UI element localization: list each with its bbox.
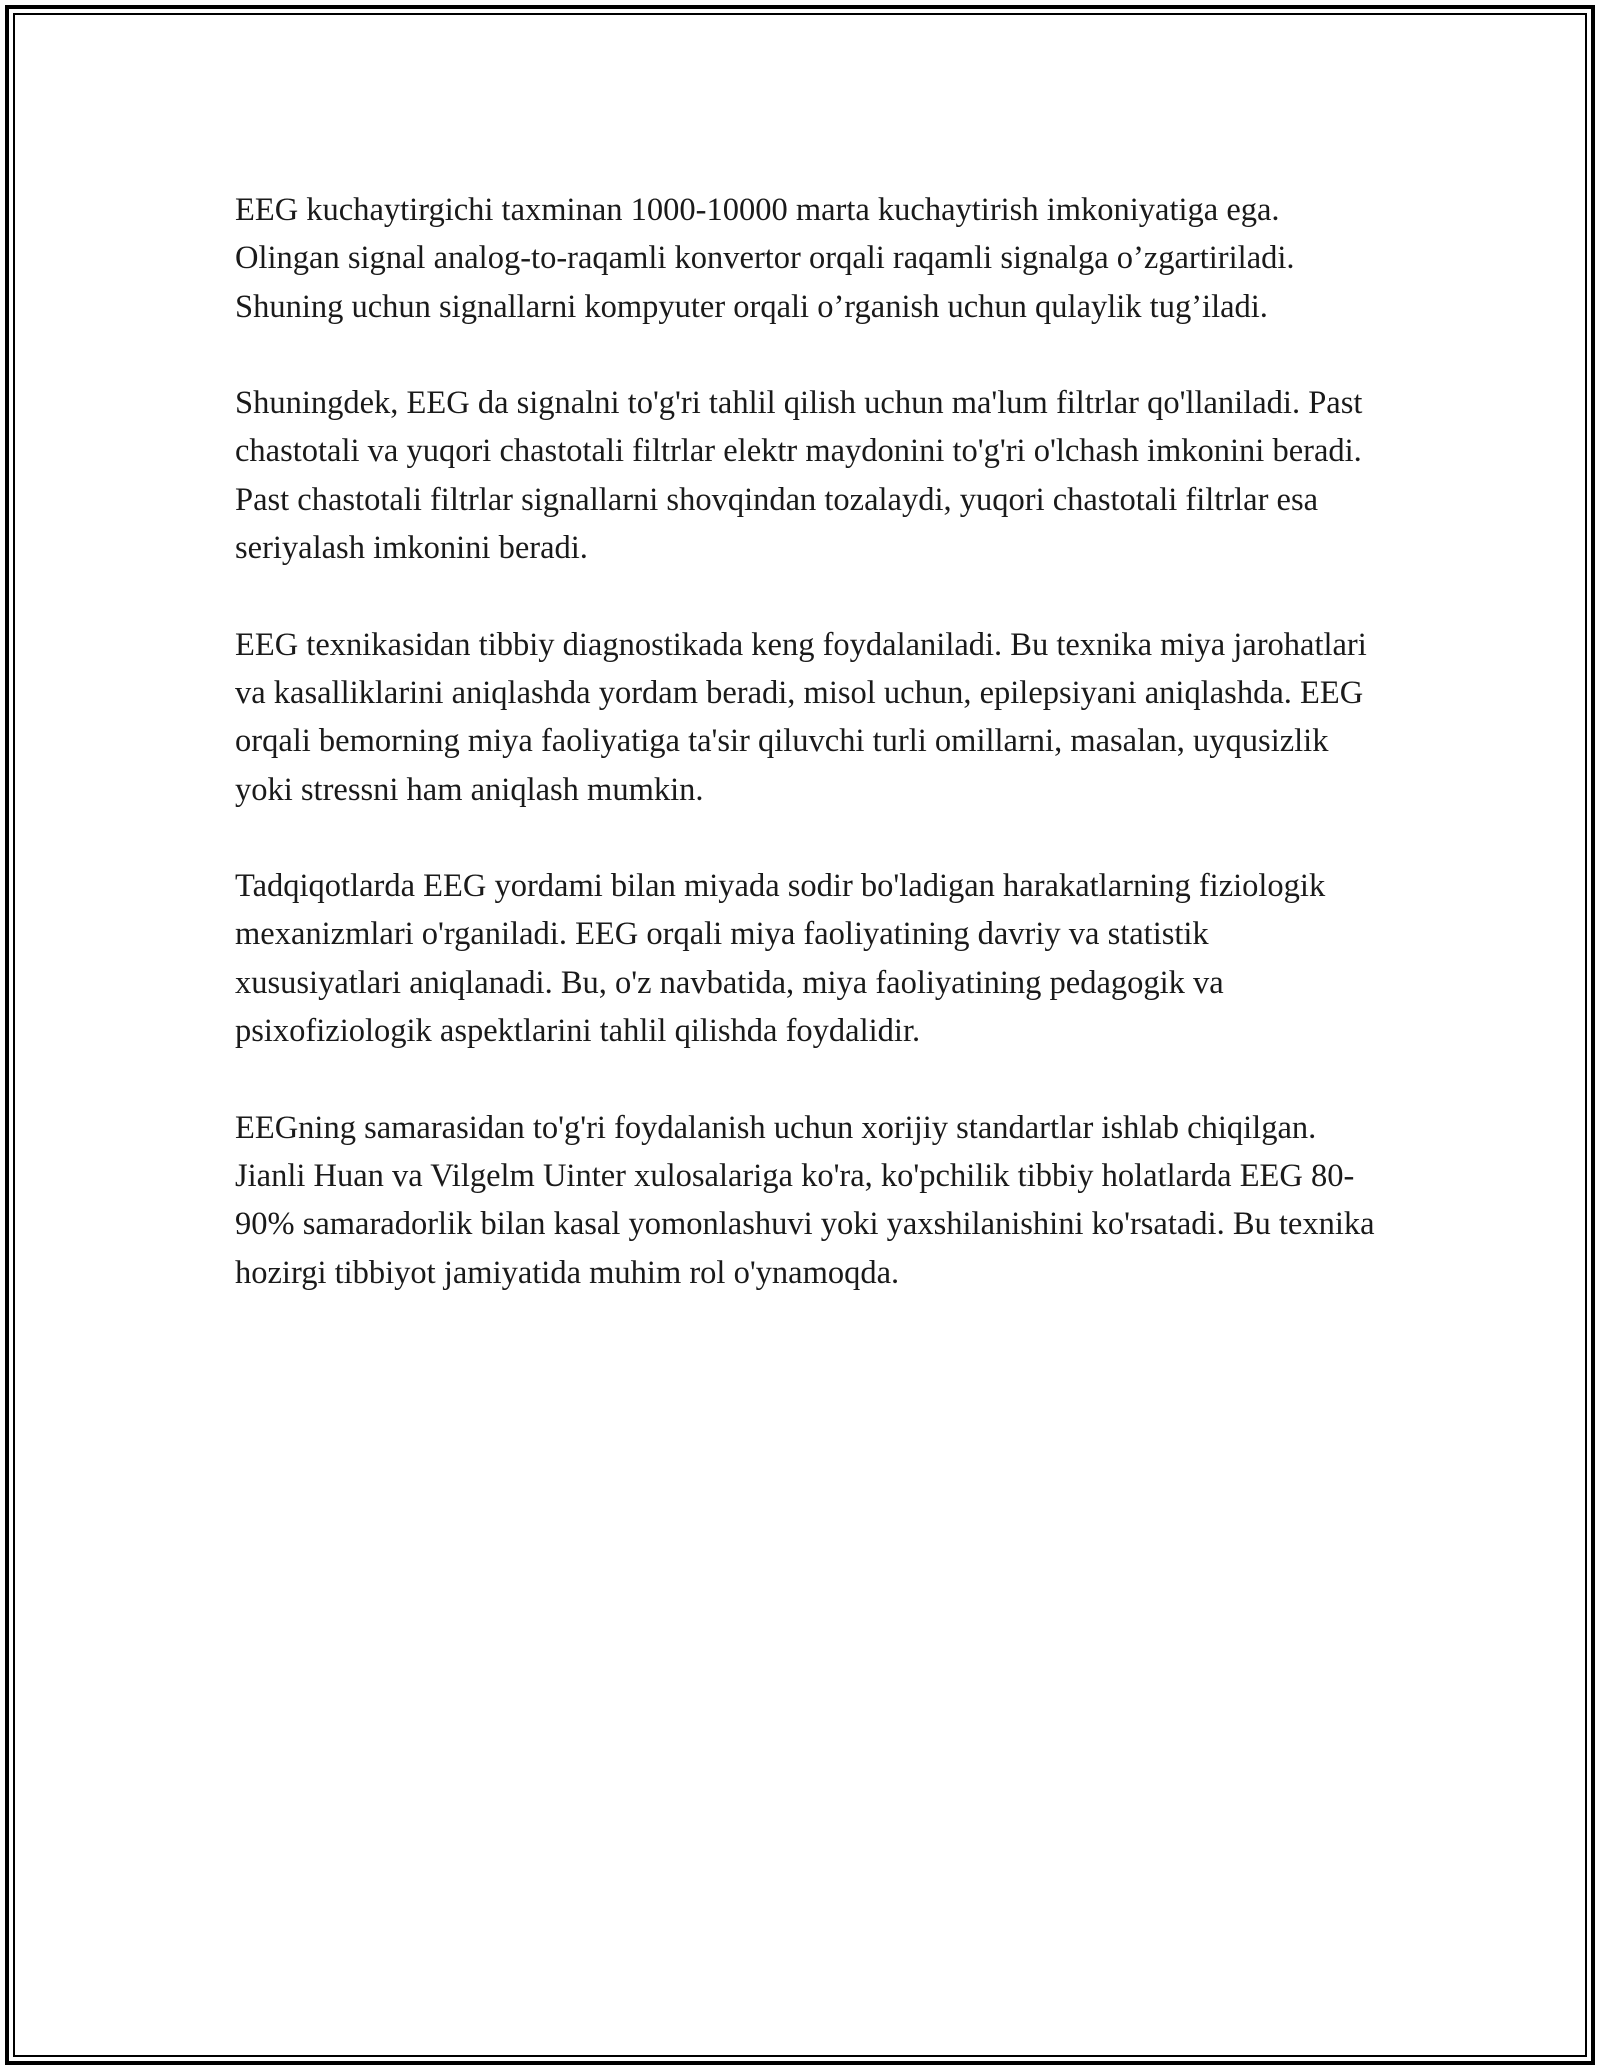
paragraph-1: EEG kuchaytirgichi taxminan 1000-10000 marta kuchaytirish imkoniyatiga ega. Olingan signal analog-to-raqamli konvertor orqali raqamli signalga o’zgartiriladi. Shuning uchun signallarni kompyuter orqali o’rganish uchun qulaylik tug’iladi. [235,192,1295,325]
document-body [235,186,1375,1345]
paragraph-4: Tadqiqotlarda EEG yordami bilan miyada sodir bo'ladigan harakatlarning fiziologik mexanizmlari o'rganiladi. EEG orqali miya faoliyatining davriy va statistik xususiyatlari aniqlanadi. Bu, o'z navbatida, miya faoliyatining pedagogik va psixofiziologik aspektlarini tahlil qilishda foydalidir. [235,868,1326,1050]
paragraph-3: EEG texnikasidan tibbiy diagnostikada keng foydalaniladi. Bu texnika miya jarohatlari va kasalliklarini aniqlashda yordam beradi, misol uchun, epilepsiyani aniqlashda. EEG orqali bemorning miya faoliyatiga ta'sir qiluvchi turli omillarni, masalan, uyqusizlik yoki stressni ham aniqlash mumkin. [235,626,1367,808]
paragraph-2: Shuningdek, EEG da signalni to'g'ri tahlil qilish uchun ma'lum filtrlar qo'llaniladi. Past chastotali va yuqori chastotali filtrlar elektr maydonini to'g'ri o'lchash imkonini beradi. Past chastotali filtrlar signallarni shovqindan tozalaydi, yuqori chastotali filtrlar esa seriyalash imkonini beradi. [235,385,1363,567]
paragraph-5: EEGning samarasidan to'g'ri foydalanish uchun xorijiy standartlar ishlab chiqilgan. Jianli Huan va Vilgelm Uinter xulosalariga ko'ra, ko'pchilik tibbiy holatlarda EEG 80-90% samaradorlik bilan kasal yomonlashuvi yoki yaxshilanishini ko'rsatadi. Bu texnika hozirgi tibbiyot jamiyatida muhim rol o'ynamoqda. [235,1109,1375,1291]
